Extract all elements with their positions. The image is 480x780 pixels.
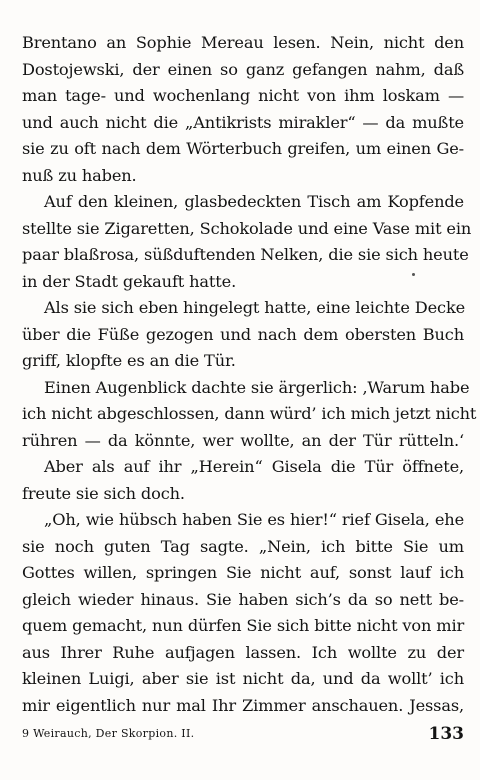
text-line: man tage- und wochenlang nicht von ihm loskam — xyxy=(22,86,464,105)
text-line: nuß zu haben. xyxy=(22,165,137,185)
page-body xyxy=(22,30,477,719)
text-line: quem gemacht, nun dürfen Sie sich bitte nicht von mir xyxy=(22,616,465,635)
text-line: aus Ihrer Ruhe aufjagen lassen. Ich wollte zu der xyxy=(22,642,464,662)
text-line: kleinen Luigi, aber sie ist nicht da, und da wollt’ ich xyxy=(22,669,464,688)
page-footer xyxy=(22,722,464,746)
text-line: Als sie sich eben hingelegt hatte, eine leichte Decke xyxy=(44,298,466,317)
text-line: Aber als auf ihr „Herein“ Gisela die Tür öffnete, xyxy=(44,457,464,476)
text-line: über die Füße gezogen und nach dem obersten Buch xyxy=(22,324,464,344)
page-number: 133 xyxy=(428,724,464,744)
text-line: sie noch guten Tag sagte. „Nein, ich bitte Sie um xyxy=(22,536,464,556)
text-line: freute sie sich doch. xyxy=(22,483,185,503)
text-line: Dostojewski, der einen so ganz gefangen nahm, daß xyxy=(22,59,464,79)
text-line: Brentano an Sophie Mereau lesen. Nein, nicht den xyxy=(22,33,464,52)
text-line: ich nicht abgeschlossen, dann würd’ ich mich jetzt nicht xyxy=(22,404,477,423)
print-speck xyxy=(412,273,415,276)
text-line: und auch nicht die „Antikrists mirakler“ — da mußte xyxy=(22,112,464,132)
text-line: „Oh, wie hübsch haben Sie es hier!“ rief Gisela, ehe xyxy=(44,510,464,529)
text-line: sie zu oft nach dem Wörterbuch greifen, um einen Ge- xyxy=(22,139,464,158)
text-line: rühren — da könnte, wer wollte, an der Tür rütteln.‘ xyxy=(22,430,464,450)
printer-signature: 9 Weirauch, Der Skorpion. II. xyxy=(22,727,195,740)
text-line: Gottes willen, springen Sie nicht auf, sonst lauf ich xyxy=(22,563,464,582)
text-line: Auf den kleinen, glasbedeckten Tisch am Kopfende xyxy=(44,192,464,211)
text-line: griff, klopfte es an die Tür. xyxy=(22,351,236,370)
text-line: mir eigentlich nur mal Ihr Zimmer anschauen. Jessas, xyxy=(22,695,464,715)
text-line: paar blaßrosa, süßduftenden Nelken, die sie sich heute xyxy=(22,245,469,264)
text-line: gleich wieder hinaus. Sie haben sich’s da so nett be- xyxy=(22,589,464,609)
text-line: stellte sie Zigaretten, Schokolade und eine Vase mit ein xyxy=(22,218,472,238)
text-line: in der Stadt gekauft hatte. xyxy=(22,271,237,291)
text-line: Einen Augenblick dachte sie ärgerlich: ‚Warum habe xyxy=(44,377,470,397)
